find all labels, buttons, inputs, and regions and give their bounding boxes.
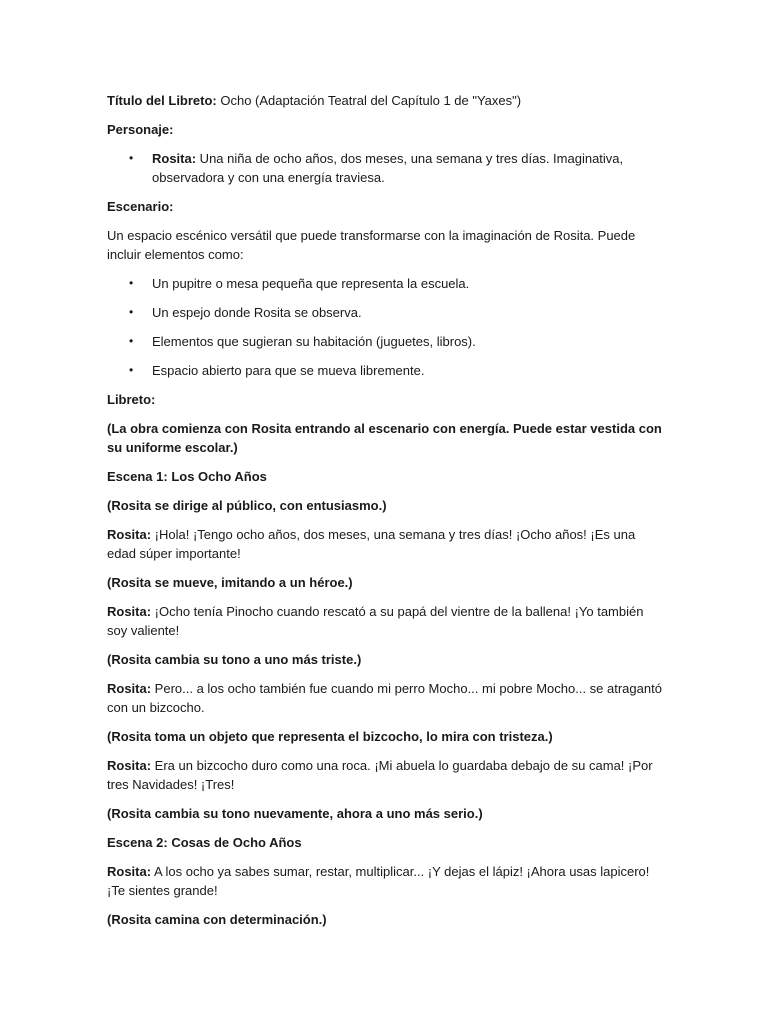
libreto-heading: Libreto: bbox=[107, 392, 156, 407]
dialogue-text: ¡Hola! ¡Tengo ocho años, dos meses, una semana y tres días! ¡Ocho años! ¡Es una edad súper importante! bbox=[107, 527, 636, 561]
character-name: Rosita: bbox=[152, 151, 197, 166]
escenario-list bbox=[107, 274, 667, 380]
list-item bbox=[107, 361, 667, 380]
character-description: Una niña de ocho años, dos meses, una semana y tres días. Imaginativa, observadora y con una energía traviesa. bbox=[152, 151, 624, 185]
scene-heading: Escena 2: Cosas de Ocho Años bbox=[107, 835, 302, 850]
dialogue-line bbox=[107, 525, 667, 563]
title-label: Título del Libreto: bbox=[107, 93, 217, 108]
list-item bbox=[107, 274, 667, 293]
personaje-list bbox=[107, 149, 667, 187]
stage-direction: (Rosita se dirige al público, con entusiasmo.) bbox=[107, 498, 387, 513]
dialogue-line bbox=[107, 756, 667, 794]
speaker-name: Rosita: bbox=[107, 527, 152, 542]
title-line bbox=[107, 91, 667, 110]
stage-direction: (Rosita camina con determinación.) bbox=[107, 912, 327, 927]
dialogue-text: Era un bizcocho duro como una roca. ¡Mi abuela lo guardaba debajo de su cama! ¡Por tres Navidades! ¡Tres! bbox=[107, 758, 653, 792]
stage-direction: (Rosita se mueve, imitando a un héroe.) bbox=[107, 575, 353, 590]
list-item bbox=[107, 149, 667, 187]
bullet-icon: • bbox=[129, 151, 134, 165]
dialogue-line bbox=[107, 679, 667, 717]
speaker-name: Rosita: bbox=[107, 604, 152, 619]
personaje-heading: Personaje: bbox=[107, 122, 174, 137]
scene-heading: Escena 1: Los Ocho Años bbox=[107, 469, 267, 484]
escenario-text: Un espacio escénico versátil que puede transformarse con la imaginación de Rosita. Puede incluir elementos como: bbox=[107, 228, 636, 262]
dialogue-text: ¡Ocho tenía Pinocho cuando rescató a su papá del vientre de la ballena! ¡Yo también soy valiente! bbox=[107, 604, 644, 638]
list-item-text: Un pupitre o mesa pequeña que representa la escuela. bbox=[152, 276, 470, 291]
bullet-icon: • bbox=[129, 363, 134, 377]
title-text: Ocho (Adaptación Teatral del Capítulo 1 de "Yaxes") bbox=[216, 93, 522, 108]
escenario-heading: Escenario: bbox=[107, 199, 174, 214]
dialogue-text: Pero... a los ocho también fue cuando mi perro Mocho... mi pobre Mocho... se atragantó con un bizcocho. bbox=[107, 681, 662, 715]
list-item-text: Elementos que sugieran su habitación (juguetes, libros). bbox=[152, 334, 476, 349]
stage-direction: (Rosita cambia su tono a uno más triste.) bbox=[107, 652, 362, 667]
bullet-icon: • bbox=[129, 305, 134, 319]
dialogue-text: A los ocho ya sabes sumar, restar, multiplicar... ¡Y dejas el lápiz! ¡Ahora usas lapicero! ¡Te sientes grande! bbox=[107, 864, 650, 898]
list-item bbox=[107, 303, 667, 322]
stage-direction: (Rosita toma un objeto que representa el bizcocho, lo mira con tristeza.) bbox=[107, 729, 553, 744]
speaker-name: Rosita: bbox=[107, 681, 152, 696]
speaker-name: Rosita: bbox=[107, 758, 152, 773]
stage-direction: (Rosita cambia su tono nuevamente, ahora a uno más serio.) bbox=[107, 806, 483, 821]
bullet-icon: • bbox=[129, 276, 134, 290]
speaker-name: Rosita: bbox=[107, 864, 152, 879]
stage-direction: (La obra comienza con Rosita entrando al escenario con energía. Puede estar vestida con su uniforme escolar.) bbox=[107, 421, 662, 455]
dialogue-line bbox=[107, 862, 667, 900]
list-item-text: Un espejo donde Rosita se observa. bbox=[152, 305, 362, 320]
list-item-text: Espacio abierto para que se mueva libremente. bbox=[152, 363, 425, 378]
dialogue-line bbox=[107, 602, 667, 640]
bullet-icon: • bbox=[129, 334, 134, 348]
document-page bbox=[107, 91, 667, 939]
list-item bbox=[107, 332, 667, 351]
